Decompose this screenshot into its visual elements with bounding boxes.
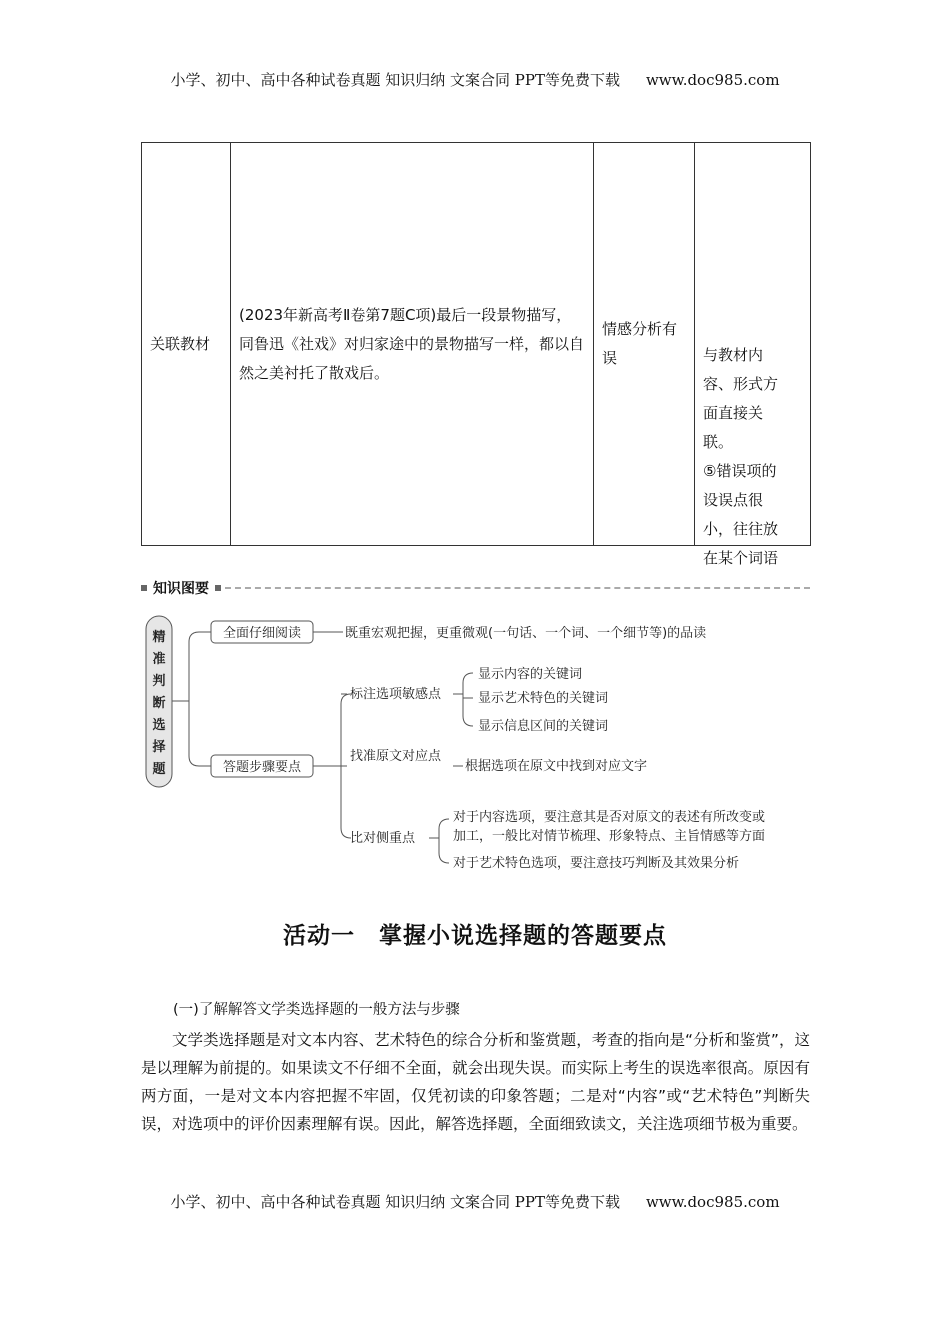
sub3-item: 对于艺术特色选项，要注意技巧判断及其效果分析 (453, 856, 740, 871)
sub2-label: 找准原文对应点 (350, 749, 442, 764)
root-char: 择 (152, 740, 166, 755)
root-char: 精 (152, 630, 166, 645)
knowledge-map-diagram (141, 608, 810, 878)
root-char: 题 (152, 762, 166, 777)
note-line: 面直接关 (703, 404, 764, 422)
note-line: 联。 (703, 433, 734, 451)
square-bullet-icon (141, 585, 147, 591)
sub1-item: 显示内容的关键词 (478, 667, 583, 682)
square-bullet-icon (215, 585, 221, 591)
section-heading (141, 577, 810, 599)
note-line: 容、形式方 (703, 375, 779, 393)
sub1-item: 显示信息区间的关键词 (478, 719, 609, 734)
note-line: 在某个词语 (703, 549, 779, 567)
cell-example: (2023年新高考Ⅱ卷第7题C项)最后一段景物描写，同鲁迅《社戏》对归家途中的景物描写一样，都以自然之美衬托了散戏后。 (231, 143, 594, 546)
page-footer (0, 1191, 950, 1212)
connector-lines (172, 632, 473, 863)
note-line: 与教材内 (703, 346, 764, 364)
header-url: www.doc985.com (645, 71, 780, 89)
section-title: 知识图要 (153, 581, 209, 597)
footer-text: 小学、初中、高中各种试卷真题 知识归纳 文案合同 PPT等免费下载 (170, 1193, 620, 1211)
header-text: 小学、初中、高中各种试卷真题 知识归纳 文案合同 PPT等免费下载 (170, 71, 620, 89)
root-char: 准 (152, 652, 166, 667)
activity-title: 活动一 掌握小说选择题的答题要点 (283, 923, 667, 949)
note-line: ⑤错误项的 (703, 462, 777, 480)
sub3-item: 加工，一般比对情节梳理、形象特点、主旨情感等方面 (453, 829, 766, 844)
note-line: 设误点很 (703, 491, 764, 509)
root-char: 断 (152, 696, 166, 711)
cell-note (703, 341, 799, 573)
body-paragraph: 文学类选择题是对文本内容、艺术特色的综合分析和鉴赏题，考查的指向是“分析和鉴赏”，这是以理解为前提的。如果读文不仔细不全面，就会出现失误。而实际上考生的误选率很高。原因有两方面，一是对文本内容把握不牢固，仅凭初读的印象答题；二是对“内容”或“艺术特色”判断失误，对选项中的评价因素理解有误。因此，解答选择题，全面细致读文，关注选项细节极为重要。 (141, 1031, 810, 1133)
branch1-label: 全面仔细阅读 (222, 626, 302, 641)
sub1-item: 显示艺术特色的关键词 (478, 691, 609, 706)
root-char: 判 (152, 674, 166, 689)
cell-category: 关联教材 (142, 143, 231, 546)
footer-url: www.doc985.com (645, 1193, 780, 1211)
sub3-label: 比对侧重点 (350, 831, 416, 846)
root-char: 选 (152, 718, 166, 733)
subheading: (一)了解解答文学类选择题的一般方法与步骤 (173, 1002, 460, 1018)
branch1-desc: 既重宏观把握，更重微观(一句话、一个词、一个细节等)的品读 (345, 626, 707, 641)
sub1-label: 标注选项敏感点 (350, 687, 442, 702)
dashed-divider (225, 587, 810, 589)
note-line: 小，往往放 (703, 520, 779, 538)
page-header (0, 69, 950, 90)
branch2-label: 答题步骤要点 (222, 760, 302, 775)
sub3-item: 对于内容选项，要注意其是否对原文的表述有所改变或 (453, 810, 766, 825)
cell-error-type: 情感分析有误 (594, 143, 695, 546)
sub2-desc: 根据选项在原文中找到对应文字 (465, 759, 648, 774)
